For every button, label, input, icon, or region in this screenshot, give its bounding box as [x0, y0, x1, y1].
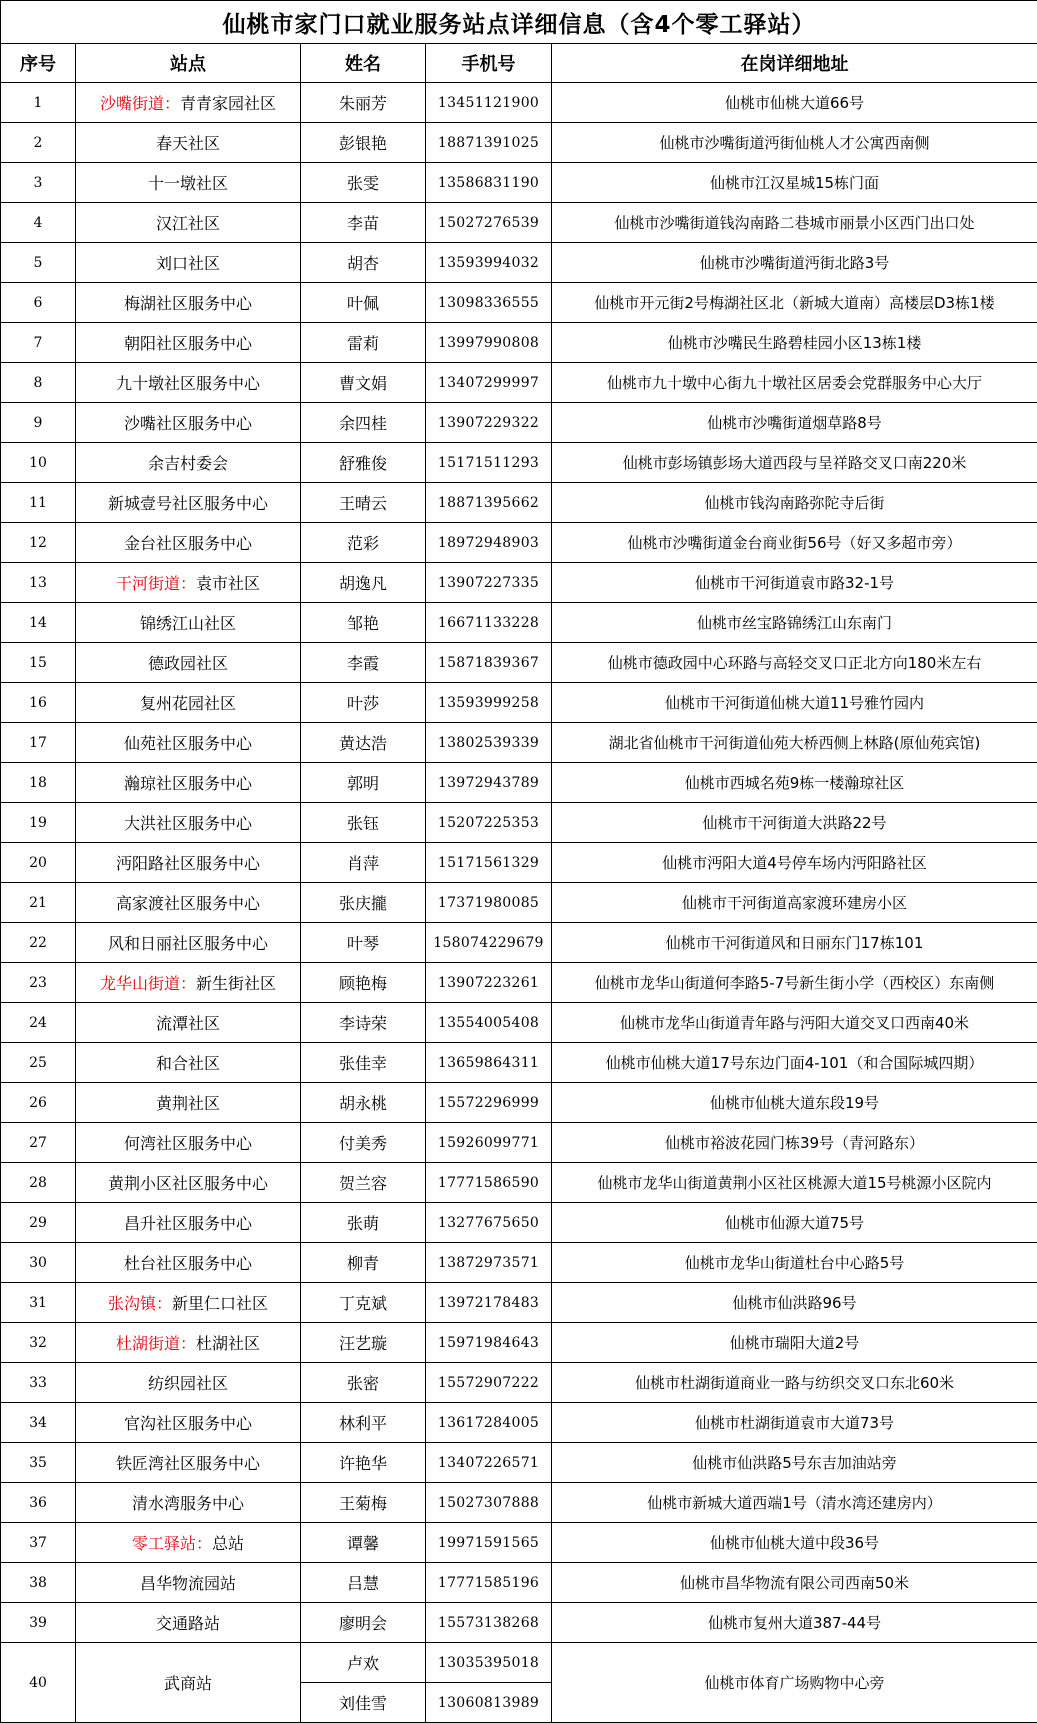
- contact-name: 汪艺璇: [301, 1323, 426, 1363]
- address: 仙桃市仙桃大道中段36号: [552, 1523, 1037, 1563]
- station-name: 高家渡社区服务中心: [115, 894, 260, 913]
- address: 仙桃市仙桃大道17号东边门面4-101（和合国际城四期）: [552, 1043, 1037, 1083]
- table-row: [1, 1083, 1037, 1123]
- table-row: [1, 323, 1037, 363]
- station-name: 瀚琼社区服务中心: [123, 774, 252, 793]
- contact-name: 胡永桃: [301, 1083, 426, 1123]
- station-cell: [76, 1523, 301, 1563]
- table-body: [1, 83, 1037, 1723]
- contact-name: 胡杏: [301, 243, 426, 283]
- row-number: 32: [1, 1323, 76, 1363]
- address: 仙桃市彭场镇彭场大道西段与呈祥路交叉口南220米: [552, 443, 1037, 483]
- contact-name: 余四桂: [301, 403, 426, 443]
- station-name: 杜台社区服务中心: [123, 1254, 252, 1273]
- table-row: [1, 483, 1037, 523]
- phone-number: 13554005408: [426, 1003, 552, 1043]
- row-number: 2: [1, 123, 76, 163]
- station-cell: [76, 1443, 301, 1483]
- station-name: 锦绣江山社区: [139, 614, 236, 633]
- station-name: 官沟社区服务中心: [123, 1414, 252, 1433]
- station-name: 春天社区: [155, 134, 220, 153]
- table-row: [1, 683, 1037, 723]
- station-name: 交通路站: [155, 1614, 220, 1633]
- row-number: 36: [1, 1483, 76, 1523]
- phone-number: 15027276539: [426, 203, 552, 243]
- station-name: 何湾社区服务中心: [123, 1134, 252, 1153]
- table-row: [1, 1563, 1037, 1603]
- address: 仙桃市沔阳大道4号停车场内沔阳路社区: [552, 843, 1037, 883]
- station-name: 余吉村委会: [147, 454, 228, 473]
- phone-number: 17771585196: [426, 1563, 552, 1603]
- district-label: 干河街道：: [115, 574, 196, 593]
- row-number: 11: [1, 483, 76, 523]
- phone-number: 15926099771: [426, 1123, 552, 1163]
- phone-number: 13035395018: [426, 1643, 552, 1683]
- table-row: [1, 1043, 1037, 1083]
- district-label: 杜湖街道：: [115, 1334, 196, 1353]
- table-row: [1, 923, 1037, 963]
- table-row: [1, 883, 1037, 923]
- address: 仙桃市钱沟南路弥陀寺后街: [552, 483, 1037, 523]
- table-row: [1, 1243, 1037, 1283]
- contact-name: 李苗: [301, 203, 426, 243]
- contact-name: 郭明: [301, 763, 426, 803]
- station-cell: [76, 1483, 301, 1523]
- station-cell: [76, 1243, 301, 1283]
- station-cell: [76, 643, 301, 683]
- contact-name: 叶琴: [301, 923, 426, 963]
- address: 仙桃市仙桃大道66号: [552, 83, 1037, 123]
- table-row: [1, 1203, 1037, 1243]
- row-number: 24: [1, 1003, 76, 1043]
- station-name: 纺织园社区: [147, 1374, 228, 1393]
- row-number: 5: [1, 243, 76, 283]
- station-cell: [76, 323, 301, 363]
- station-cell: [76, 1323, 301, 1363]
- phone-number: 15027307888: [426, 1483, 552, 1523]
- table-row: [1, 1003, 1037, 1043]
- station-name: 黄荆小区社区服务中心: [107, 1174, 268, 1193]
- phone-number: 13802539339: [426, 723, 552, 763]
- station-name: 总站: [212, 1534, 245, 1553]
- row-number: 27: [1, 1123, 76, 1163]
- phone-number: 15207225353: [426, 803, 552, 843]
- contact-name: 廖明会: [301, 1603, 426, 1643]
- address: 仙桃市西城名苑9栋一楼瀚琼社区: [552, 763, 1037, 803]
- station-cell: [76, 683, 301, 723]
- phone-number: 13407226571: [426, 1443, 552, 1483]
- contact-name: 叶佩: [301, 283, 426, 323]
- station-name: 汉江社区: [155, 214, 220, 233]
- row-number: 40: [1, 1643, 76, 1723]
- row-number: 22: [1, 923, 76, 963]
- phone-number: 15971984643: [426, 1323, 552, 1363]
- address: 仙桃市体育广场购物中心旁: [552, 1643, 1037, 1723]
- station-cell: [76, 403, 301, 443]
- phone-number: 18871391025: [426, 123, 552, 163]
- table-row: [1, 283, 1037, 323]
- station-cell: [76, 443, 301, 483]
- address: 仙桃市干河街道袁市路32-1号: [552, 563, 1037, 603]
- station-cell: [76, 883, 301, 923]
- address: 仙桃市江汉星城15栋门面: [552, 163, 1037, 203]
- row-number: 8: [1, 363, 76, 403]
- address: 仙桃市杜湖街道商业一路与纺织交叉口东北60米: [552, 1363, 1037, 1403]
- address: 仙桃市德政园中心环路与高轻交叉口正北方向180米左右: [552, 643, 1037, 683]
- station-name: 和合社区: [155, 1054, 220, 1073]
- row-number: 4: [1, 203, 76, 243]
- station-cell: [76, 203, 301, 243]
- row-number: 13: [1, 563, 76, 603]
- phone-number: 13098336555: [426, 283, 552, 323]
- phone-number: 13060813989: [426, 1683, 552, 1723]
- table-row: [1, 243, 1037, 283]
- station-cell: [76, 1083, 301, 1123]
- station-name: 梅湖社区服务中心: [123, 294, 252, 313]
- phone-number: 15171561329: [426, 843, 552, 883]
- row-number: 14: [1, 603, 76, 643]
- table-row: [1, 1443, 1037, 1483]
- district-label: 沙嘴街道：: [99, 94, 180, 113]
- contact-name: 张萌: [301, 1203, 426, 1243]
- station-name: 清水湾服务中心: [131, 1494, 244, 1513]
- station-name: 德政园社区: [147, 654, 228, 673]
- phone-number: 13593994032: [426, 243, 552, 283]
- row-number: 26: [1, 1083, 76, 1123]
- contact-name: 卢欢: [301, 1643, 426, 1683]
- station-name: 九十墩社区服务中心: [115, 374, 260, 393]
- station-name: 风和日丽社区服务中心: [107, 934, 268, 953]
- table-row: [1, 563, 1037, 603]
- table-row: [1, 1523, 1037, 1563]
- contact-name: 叶莎: [301, 683, 426, 723]
- station-name: 朝阳社区服务中心: [123, 334, 252, 353]
- row-number: 3: [1, 163, 76, 203]
- phone-number: 15572907222: [426, 1363, 552, 1403]
- contact-name: 范彩: [301, 523, 426, 563]
- station-cell: [76, 803, 301, 843]
- contact-name: 黄达浩: [301, 723, 426, 763]
- row-number: 31: [1, 1283, 76, 1323]
- station-cell: [76, 283, 301, 323]
- station-name: 青青家园社区: [180, 94, 277, 113]
- table-row: [1, 1483, 1037, 1523]
- phone-number: 17771586590: [426, 1163, 552, 1203]
- address: 仙桃市仙洪路96号: [552, 1283, 1037, 1323]
- phone-number: 13277675650: [426, 1203, 552, 1243]
- address: 仙桃市干河街道仙桃大道11号雅竹园内: [552, 683, 1037, 723]
- row-number: 12: [1, 523, 76, 563]
- station-cell: [76, 1283, 301, 1323]
- address: 仙桃市沙嘴街道烟草路8号: [552, 403, 1037, 443]
- station-cell: [76, 1003, 301, 1043]
- table-row: [1, 1163, 1037, 1203]
- phone-number: 18871395662: [426, 483, 552, 523]
- phone-number: 13586831190: [426, 163, 552, 203]
- contact-name: 邹艳: [301, 603, 426, 643]
- phone-number: 19971591565: [426, 1523, 552, 1563]
- table-row: [1, 803, 1037, 843]
- phone-number: 13972943789: [426, 763, 552, 803]
- phone-number: 13907227335: [426, 563, 552, 603]
- station-cell: [76, 763, 301, 803]
- station-name: 复州花园社区: [139, 694, 236, 713]
- phone-number: 13972178483: [426, 1283, 552, 1323]
- station-cell: [76, 563, 301, 603]
- station-cell: [76, 523, 301, 563]
- table-row: [1, 1603, 1037, 1643]
- contact-name: 胡逸凡: [301, 563, 426, 603]
- station-cell: [76, 83, 301, 123]
- row-number: 18: [1, 763, 76, 803]
- station-cell: [76, 163, 301, 203]
- station-name: 昌华物流园站: [139, 1574, 236, 1593]
- contact-name: 张密: [301, 1363, 426, 1403]
- contact-name: 刘佳雪: [301, 1683, 426, 1723]
- phone-number: 13593999258: [426, 683, 552, 723]
- contact-name: 肖萍: [301, 843, 426, 883]
- table-row: [1, 1643, 1037, 1683]
- station-cell: [76, 923, 301, 963]
- phone-number: 13407299997: [426, 363, 552, 403]
- address: 仙桃市丝宝路锦绣江山东南门: [552, 603, 1037, 643]
- row-number: 21: [1, 883, 76, 923]
- station-cell: [76, 1403, 301, 1443]
- station-cell: [76, 483, 301, 523]
- contact-name: 林利平: [301, 1403, 426, 1443]
- table-row: [1, 1363, 1037, 1403]
- phone-number: 15573138268: [426, 1603, 552, 1643]
- contact-name: 柳青: [301, 1243, 426, 1283]
- phone-number: 13659864311: [426, 1043, 552, 1083]
- address: 仙桃市复州大道387-44号: [552, 1603, 1037, 1643]
- station-cell: [76, 1203, 301, 1243]
- phone-number: 16671133228: [426, 603, 552, 643]
- station-name: 沙嘴社区服务中心: [123, 414, 252, 433]
- station-cell: [76, 723, 301, 763]
- station-name: 袁市社区: [196, 574, 261, 593]
- address: 仙桃市仙洪路5号东吉加油站旁: [552, 1443, 1037, 1483]
- address: 仙桃市沙嘴街道金台商业街56号（好又多超市旁）: [552, 523, 1037, 563]
- address: 仙桃市裕波花园门栋39号（青河路东）: [552, 1123, 1037, 1163]
- table-row: [1, 963, 1037, 1003]
- row-number: 10: [1, 443, 76, 483]
- contact-name: 王晴云: [301, 483, 426, 523]
- table-row: [1, 123, 1037, 163]
- table-row: [1, 83, 1037, 123]
- contact-name: 张钰: [301, 803, 426, 843]
- contact-name: 彭银艳: [301, 123, 426, 163]
- contact-name: 吕慧: [301, 1563, 426, 1603]
- table-row: [1, 363, 1037, 403]
- header-row: [1, 44, 1037, 83]
- row-number: 15: [1, 643, 76, 683]
- row-number: 29: [1, 1203, 76, 1243]
- address: 仙桃市沙嘴街道钱沟南路二巷城市丽景小区西门出口处: [552, 203, 1037, 243]
- station-name: 黄荆社区: [155, 1094, 220, 1113]
- row-number: 39: [1, 1603, 76, 1643]
- contact-name: 李霞: [301, 643, 426, 683]
- page-title: 仙桃市家门口就业服务站点详细信息（含4个零工驿站）: [1, 1, 1037, 44]
- contact-name: 朱丽芳: [301, 83, 426, 123]
- table-row: [1, 1403, 1037, 1443]
- header-name: 姓名: [301, 44, 426, 83]
- contact-name: 许艳华: [301, 1443, 426, 1483]
- phone-number: 13872973571: [426, 1243, 552, 1283]
- district-label: 零工驿站：: [131, 1534, 212, 1553]
- station-name: 杜湖社区: [196, 1334, 261, 1353]
- table-row: [1, 443, 1037, 483]
- address: 仙桃市龙华山街道杜台中心路5号: [552, 1243, 1037, 1283]
- station-cell: [76, 243, 301, 283]
- address: 仙桃市开元街2号梅湖社区北（新城大道南）高楼层D3栋1楼: [552, 283, 1037, 323]
- row-number: 7: [1, 323, 76, 363]
- address: 仙桃市干河街道高家渡环建房小区: [552, 883, 1037, 923]
- station-name: 铁匠湾社区服务中心: [115, 1454, 260, 1473]
- phone-number: 13617284005: [426, 1403, 552, 1443]
- station-name: 新生街社区: [196, 974, 277, 993]
- address: 仙桃市干河街道风和日丽东门17栋101: [552, 923, 1037, 963]
- address: 仙桃市龙华山街道黄荆小区社区桃源大道15号桃源小区院内: [552, 1163, 1037, 1203]
- header-phone: 手机号: [426, 44, 552, 83]
- station-cell: [76, 1163, 301, 1203]
- station-name: 十一墩社区: [147, 174, 228, 193]
- station-name: 昌升社区服务中心: [123, 1214, 252, 1233]
- address: 仙桃市沙嘴民生路碧桂园小区13栋1楼: [552, 323, 1037, 363]
- address: 仙桃市瑞阳大道2号: [552, 1323, 1037, 1363]
- station-name: 流潭社区: [155, 1014, 220, 1033]
- row-number: 6: [1, 283, 76, 323]
- phone-number: 13451121900: [426, 83, 552, 123]
- address: 仙桃市沙嘴街道沔街北路3号: [552, 243, 1037, 283]
- row-number: 33: [1, 1363, 76, 1403]
- station-name: 刘口社区: [155, 254, 220, 273]
- station-cell: [76, 363, 301, 403]
- table-row: [1, 1283, 1037, 1323]
- address: 仙桃市干河街道大洪路22号: [552, 803, 1037, 843]
- contact-name: 贺兰容: [301, 1163, 426, 1203]
- address: 仙桃市仙源大道75号: [552, 1203, 1037, 1243]
- contact-name: 张雯: [301, 163, 426, 203]
- address: 仙桃市沙嘴街道沔街仙桃人才公寓西南侧: [552, 123, 1037, 163]
- address: 仙桃市新城大道西端1号（清水湾还建房内）: [552, 1483, 1037, 1523]
- table-row: [1, 163, 1037, 203]
- header-address: 在岗详细地址: [552, 44, 1037, 83]
- contact-name: 曹文娟: [301, 363, 426, 403]
- contact-name: 张佳幸: [301, 1043, 426, 1083]
- row-number: 1: [1, 83, 76, 123]
- phone-number: 158074229679: [426, 923, 552, 963]
- phone-number: 13907229322: [426, 403, 552, 443]
- station-name: 新里仁口社区: [172, 1294, 269, 1313]
- station-name: 武商站: [76, 1643, 301, 1723]
- phone-number: 13907223261: [426, 963, 552, 1003]
- station-name: 新城壹号社区服务中心: [107, 494, 268, 513]
- header-site: 站点: [76, 44, 301, 83]
- table-row: [1, 523, 1037, 563]
- station-name: 大洪社区服务中心: [123, 814, 252, 833]
- phone-number: 18972948903: [426, 523, 552, 563]
- table-row: [1, 203, 1037, 243]
- district-label: 张沟镇：: [107, 1294, 172, 1313]
- row-number: 20: [1, 843, 76, 883]
- phone-number: 13997990808: [426, 323, 552, 363]
- station-name: 仙苑社区服务中心: [123, 734, 252, 753]
- table-row: [1, 763, 1037, 803]
- station-cell: [76, 963, 301, 1003]
- row-number: 25: [1, 1043, 76, 1083]
- contact-name: 丁克斌: [301, 1283, 426, 1323]
- phone-number: 15171511293: [426, 443, 552, 483]
- contact-name: 舒雅俊: [301, 443, 426, 483]
- table-row: [1, 1323, 1037, 1363]
- row-number: 23: [1, 963, 76, 1003]
- district-label: 龙华山街道：: [99, 974, 196, 993]
- station-cell: [76, 1123, 301, 1163]
- address: 仙桃市仙桃大道东段19号: [552, 1083, 1037, 1123]
- station-cell: [76, 1563, 301, 1603]
- row-number: 28: [1, 1163, 76, 1203]
- row-number: 34: [1, 1403, 76, 1443]
- station-cell: [76, 123, 301, 163]
- row-number: 38: [1, 1563, 76, 1603]
- row-number: 16: [1, 683, 76, 723]
- row-number: 19: [1, 803, 76, 843]
- contact-name: 张庆攏: [301, 883, 426, 923]
- station-name: 金台社区服务中心: [123, 534, 252, 553]
- address: 仙桃市杜湖街道袁市大道73号: [552, 1403, 1037, 1443]
- station-name: 沔阳路社区服务中心: [115, 854, 260, 873]
- station-cell: [76, 1363, 301, 1403]
- table-row: [1, 1123, 1037, 1163]
- header-no: 序号: [1, 44, 76, 83]
- address: 湖北省仙桃市干河街道仙苑大桥西侧上林路(原仙苑宾馆): [552, 723, 1037, 763]
- address: 仙桃市昌华物流有限公司西南50米: [552, 1563, 1037, 1603]
- contact-name: 王菊梅: [301, 1483, 426, 1523]
- row-number: 35: [1, 1443, 76, 1483]
- row-number: 9: [1, 403, 76, 443]
- address: 仙桃市九十墩中心街九十墩社区居委会党群服务中心大厅: [552, 363, 1037, 403]
- address: 仙桃市龙华山街道青年路与沔阳大道交叉口西南40米: [552, 1003, 1037, 1043]
- station-cell: [76, 843, 301, 883]
- address: 仙桃市龙华山街道何李路5-7号新生街小学（西校区）东南侧: [552, 963, 1037, 1003]
- row-number: 17: [1, 723, 76, 763]
- row-number: 37: [1, 1523, 76, 1563]
- table-row: [1, 843, 1037, 883]
- table-row: [1, 603, 1037, 643]
- table-row: [1, 643, 1037, 683]
- phone-number: 15572296999: [426, 1083, 552, 1123]
- station-cell: [76, 1043, 301, 1083]
- contact-name: 谭馨: [301, 1523, 426, 1563]
- table-row: [1, 723, 1037, 763]
- row-number: 30: [1, 1243, 76, 1283]
- contact-name: 付美秀: [301, 1123, 426, 1163]
- table-row: [1, 403, 1037, 443]
- station-cell: [76, 1603, 301, 1643]
- contact-name: 雷莉: [301, 323, 426, 363]
- phone-number: 17371980085: [426, 883, 552, 923]
- phone-number: 15871839367: [426, 643, 552, 683]
- contact-name: 顾艳梅: [301, 963, 426, 1003]
- station-cell: [76, 603, 301, 643]
- contact-name: 李诗荣: [301, 1003, 426, 1043]
